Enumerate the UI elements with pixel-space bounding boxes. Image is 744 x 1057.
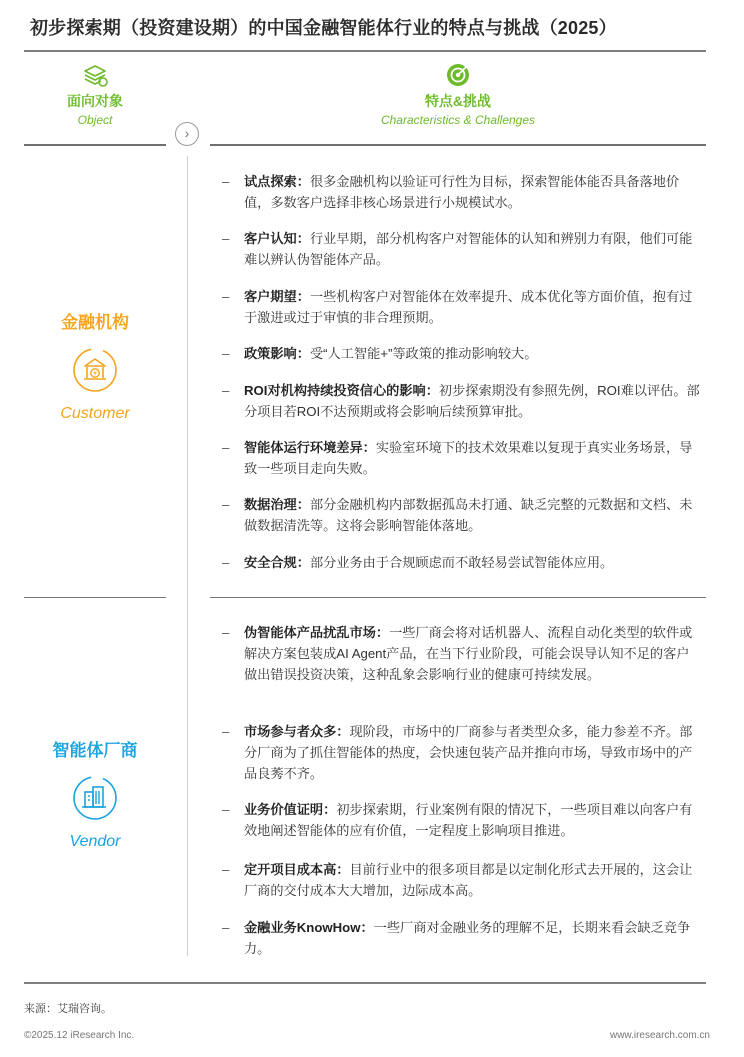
characteristics-column-header xyxy=(210,62,706,127)
column-separator xyxy=(187,156,188,956)
list-item: – 伪智能体产品扰乱市场：一些厂商会将对话机器人、流程自动化类型的软件或解决方案包装成AI Agent产品，在当下行业阶段，可能会误导认知不足的客户做出错误投资决策，这种乱象会影响行业的健康可持续发展。 xyxy=(222,625,693,682)
list-item: – 数据治理：部分金融机构内部数据孤岛未打通、缺乏完整的元数据和文档、未做数据清洗等。这将会影响智能体落地。 xyxy=(222,497,693,533)
website-link[interactable]: www.iresearch.com.cn xyxy=(609,1030,710,1041)
object-header-label: 面向对象 xyxy=(67,93,123,109)
source-note: 来源：艾瑞咨询。 xyxy=(24,1003,112,1015)
section-divider-left xyxy=(24,597,166,598)
target-icon xyxy=(444,62,472,88)
list-item: – 试点探索：很多金融机构以验证可行性为目标，探索智能体能否具备落地价值，多数客户选择非核心场景进行小规模试水。 xyxy=(222,174,680,210)
list-item: – ROI对机构持续投资信心的影响：初步探索期没有参照先例，ROI难以评估。部分项目若ROI不达预期或将会影响后续预算审批。 xyxy=(222,383,700,419)
list-item: – 智能体运行环境差异：实验室环境下的技术效果难以复现于真实业务场景，导致一些项目走向失败。 xyxy=(222,440,693,476)
list-item: – 客户期望：一些机构客户对智能体在效率提升、成本优化等方面价值，抱有过于激进或过于审慎的非合理预期。 xyxy=(222,289,693,325)
customer-label: 金融机构 xyxy=(61,313,129,332)
section-divider-right xyxy=(210,597,706,598)
list-item: – 定开项目成本高：目前行业中的很多项目都是以定制化形式去开展的，这会让厂商的交付成本大大增加，边际成本高。 xyxy=(222,862,693,898)
object-column-header xyxy=(24,62,166,127)
title-divider xyxy=(24,50,706,52)
page-title: 初步探索期（投资建设期）的中国金融智能体行业的特点与挑战（2025） xyxy=(30,18,617,38)
copyright: ©2025.12 iResearch Inc. xyxy=(24,1030,135,1041)
characteristics-header-divider xyxy=(210,144,706,146)
svg-text:¥: ¥ xyxy=(93,370,97,378)
bank-icon xyxy=(72,347,118,393)
object-header-divider xyxy=(24,144,166,146)
building-icon xyxy=(72,775,118,821)
vendor-entity xyxy=(24,736,166,851)
object-header-english: Object xyxy=(77,113,113,127)
chevron-right-icon: › xyxy=(175,122,199,146)
list-item: – 市场参与者众多：现阶段，市场中的厂商参与者类型众多，能力参差不齐。部分厂商为了抓住智能体的热度，会快速包装产品并推向市场，导致市场中的产品良莠不齐。 xyxy=(222,724,693,781)
list-item: – 安全合规：部分业务由于合规顾虑而不敢轻易尝试智能体应用。 xyxy=(222,555,614,570)
vendor-label: 智能体厂商 xyxy=(52,741,138,760)
list-item: – 客户认知：行业早期，部分机构客户对智能体的认知和辨别力有限，他们可能难以辨认伪智能体产品。 xyxy=(222,231,693,267)
vendor-english: Vendor xyxy=(69,833,121,850)
list-item: – 政策影响：受“人工智能+”等政策的推动影响较大。 xyxy=(222,346,538,361)
customer-english: Customer xyxy=(60,405,130,422)
characteristics-header-english: Characteristics & Challenges xyxy=(380,113,536,127)
money-stack-icon xyxy=(81,62,109,88)
bottom-divider xyxy=(24,982,706,984)
list-item: – 金融业务KnowHow：一些厂商对金融业务的理解不足，长期来看会缺乏竞争力。 xyxy=(222,920,691,956)
customer-entity xyxy=(24,308,166,423)
list-item: – 业务价值证明：初步探索期，行业案例有限的情况下，一些项目难以向客户有效地阐述智能体的应有价值，一定程度上影响项目推进。 xyxy=(222,802,693,838)
characteristics-header-label: 特点&挑战 xyxy=(424,93,492,109)
